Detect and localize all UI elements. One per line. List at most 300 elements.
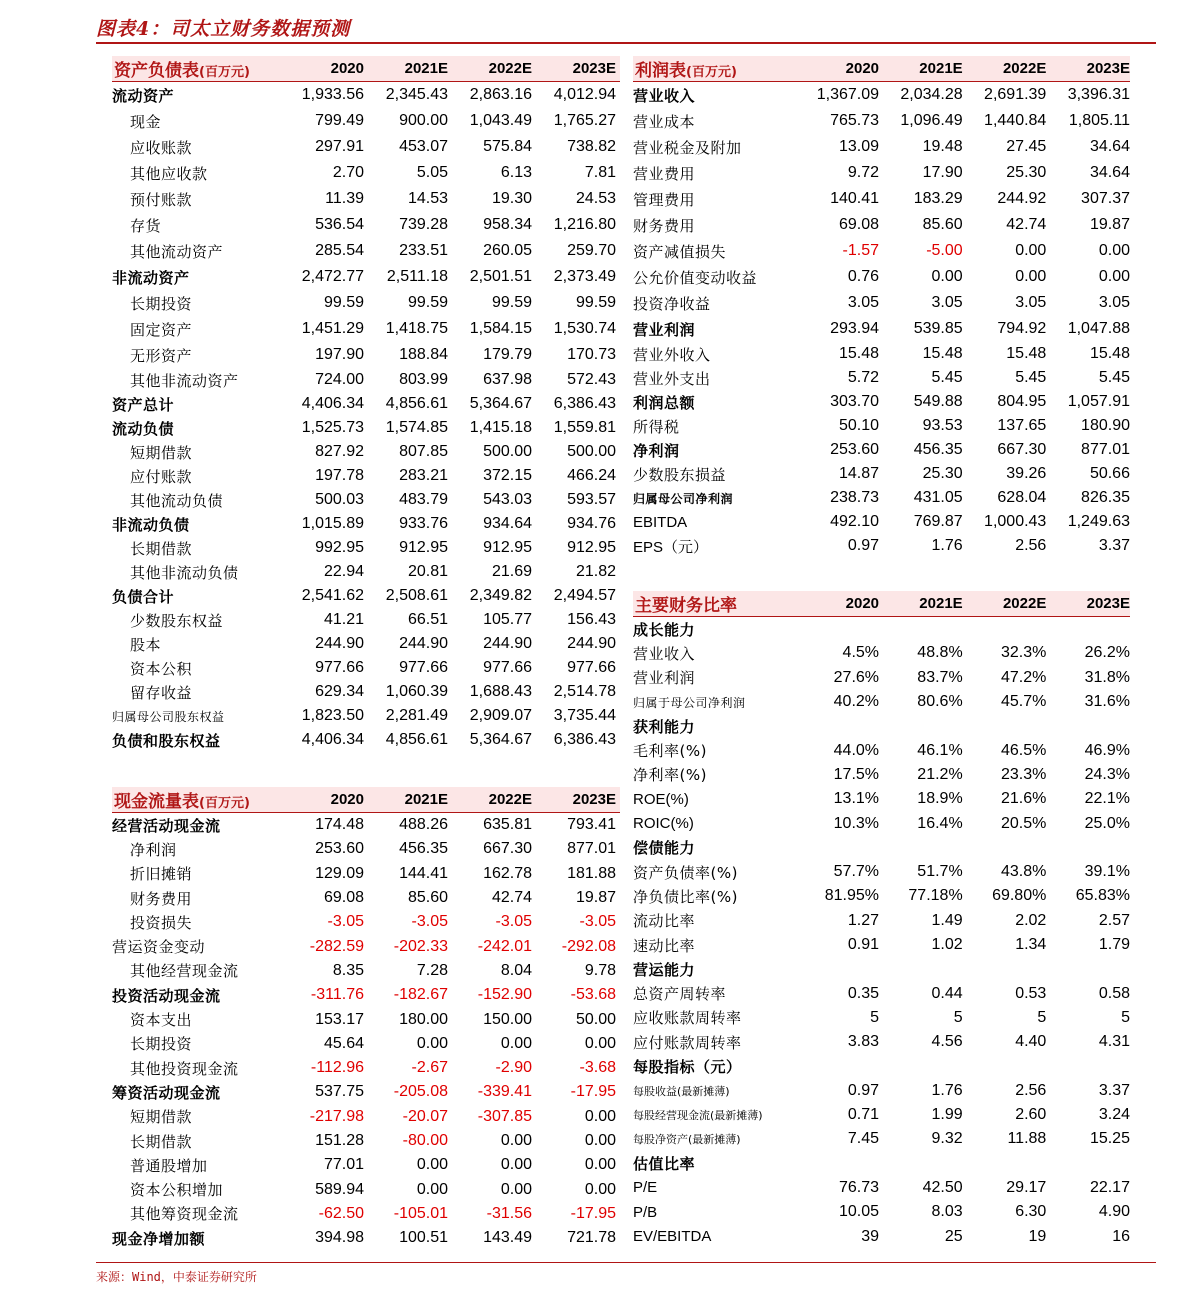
cell-value: 2.56	[1015, 1081, 1047, 1099]
cell-value: 1,440.84	[984, 112, 1047, 129]
cell-value: 10.05	[838, 1203, 880, 1221]
cell-value: 10.3%	[833, 814, 880, 832]
cell-value: 144.41	[399, 864, 448, 882]
row-label: 股本	[130, 635, 162, 654]
cell-value: 4,012.94	[553, 86, 616, 103]
cell-value: 877.01	[567, 840, 616, 858]
table-name: 资产负债表	[114, 61, 199, 81]
cell-value: 181.88	[567, 864, 616, 882]
table-row	[112, 368, 620, 392]
row-label: 营业利润	[633, 669, 696, 688]
cell-value: 1,057.91	[1067, 393, 1130, 410]
year-header: 2021E	[404, 791, 448, 808]
cell-value: 977.66	[567, 659, 616, 676]
row-label: 其他流动负债	[130, 491, 224, 510]
table-row	[633, 108, 1130, 134]
cell-value: 41.21	[323, 611, 364, 628]
cell-value: 39.26	[1006, 465, 1047, 482]
table-row	[112, 464, 620, 488]
year-header: 2020	[330, 60, 364, 77]
cell-value: 900.00	[399, 112, 448, 129]
row-label: 营业外收入	[633, 345, 711, 364]
year-header: 2021E	[919, 60, 963, 77]
cell-value: 244.90	[315, 635, 364, 652]
table-row	[633, 1224, 1130, 1248]
cell-value: 1,525.73	[301, 419, 364, 436]
row-label: EPS（元）	[633, 538, 709, 556]
cell-value: 8.35	[332, 961, 364, 979]
cell-value: 453.07	[399, 138, 448, 155]
cell-value: 156.43	[567, 611, 616, 628]
row-label: EBITDA	[633, 513, 688, 531]
cell-value: 22.17	[1089, 1178, 1130, 1196]
table-row	[112, 290, 620, 316]
cell-value: 2,691.39	[984, 86, 1047, 103]
cell-value: 197.78	[315, 467, 364, 484]
table-row	[633, 714, 1130, 738]
row-label: 归属于母公司净利润	[633, 695, 746, 710]
cell-value: 765.73	[830, 112, 880, 129]
year-header: 2020	[845, 60, 880, 77]
row-label: 其他筹资现金流	[130, 1205, 239, 1224]
table-row	[633, 1200, 1130, 1224]
table-name: 利润表	[635, 61, 686, 81]
cell-value: 15.48	[922, 345, 963, 362]
cell-value: 912.95	[567, 539, 616, 556]
cell-value: -17.95	[570, 1083, 616, 1101]
row-label: 少数股东损益	[633, 465, 727, 484]
cell-value: 129.09	[315, 864, 364, 882]
income-statement-table	[633, 56, 1130, 558]
row-label: 净利润	[633, 441, 680, 460]
cell-value: 0.91	[847, 936, 880, 953]
cell-value: 977.66	[315, 659, 364, 676]
cell-value: 4.31	[1098, 1033, 1130, 1051]
row-label: 营业外支出	[633, 369, 711, 388]
table-row	[112, 862, 620, 886]
row-label: 管理费用	[633, 190, 696, 209]
cell-value: 174.48	[315, 816, 364, 834]
cell-value: 3,735.44	[553, 707, 616, 724]
cell-value: -202.33	[393, 937, 448, 955]
cell-value: 721.78	[567, 1229, 616, 1247]
year-header: 2022E	[488, 60, 532, 77]
row-label: 负债合计	[112, 587, 175, 606]
row-label: 每股收益(最新摊薄)	[633, 1084, 730, 1098]
cell-value: 34.64	[1089, 164, 1130, 181]
cell-value: 372.15	[483, 467, 532, 484]
cell-value: 50.10	[838, 417, 880, 434]
cell-value: 2,863.16	[469, 86, 532, 103]
cell-value: 7.81	[584, 164, 616, 181]
year-header: 2023E	[1086, 60, 1130, 77]
row-label: 资产总计	[112, 395, 175, 414]
year-header: 2022E	[1002, 595, 1047, 612]
table-row	[633, 290, 1130, 316]
cell-value: 18.9%	[917, 790, 963, 808]
cell-value: 260.05	[483, 242, 532, 259]
cell-value: 635.81	[483, 816, 532, 834]
table-row	[633, 212, 1130, 238]
row-label: 短期借款	[130, 1108, 193, 1127]
table-row	[112, 440, 620, 464]
cell-value: 2,511.18	[386, 268, 448, 285]
row-label: 毛利率(%)	[633, 742, 707, 761]
cell-value: 179.79	[483, 346, 532, 363]
table-row	[633, 1054, 1130, 1078]
cell-value: 0.00	[416, 1034, 448, 1052]
row-label: 资本支出	[130, 1011, 193, 1030]
cell-value: 99.59	[407, 294, 448, 311]
table-row	[112, 1032, 620, 1056]
cell-value: 19.48	[922, 138, 963, 155]
table-row	[633, 738, 1130, 762]
cell-value: 8.04	[500, 961, 532, 979]
ratios-table-name	[633, 591, 800, 616]
cell-value: 0.00	[500, 1132, 532, 1149]
row-label: 现金净增加额	[112, 1229, 206, 1248]
cell-value: -242.01	[477, 937, 532, 955]
cell-value: 3.05	[931, 294, 963, 311]
table-row	[633, 763, 1130, 787]
cell-value: 2.70	[332, 164, 364, 181]
cell-value: 1,000.43	[984, 513, 1047, 530]
cell-value: 456.35	[913, 441, 963, 458]
balance-header	[112, 56, 620, 82]
cell-value: 13.1%	[833, 790, 880, 808]
cell-value: 153.17	[315, 1010, 364, 1028]
cell-value: 6.13	[500, 164, 532, 181]
table-row	[112, 212, 620, 238]
cell-value: 492.10	[830, 513, 880, 530]
table-row	[633, 1176, 1130, 1200]
cell-value: 1.27	[847, 911, 880, 929]
income-table-name	[633, 56, 800, 81]
cell-value: 162.78	[483, 864, 532, 882]
table-row	[633, 1006, 1130, 1030]
row-label: 每股经营现金流(最新摊薄)	[633, 1109, 763, 1123]
row-label: P/B	[633, 1203, 658, 1221]
table-row	[112, 1105, 620, 1129]
cell-value: 307.37	[1081, 190, 1130, 207]
row-label: EV/EBITDA	[633, 1228, 712, 1246]
row-label: 营业收入	[633, 644, 696, 663]
cell-value: 46.5%	[1000, 741, 1047, 759]
table-row	[633, 510, 1130, 534]
cell-value: 77.01	[323, 1156, 364, 1174]
cell-value: 0.00	[584, 1156, 616, 1174]
cell-value: 1,451.29	[301, 320, 364, 337]
cell-value: 25	[944, 1227, 963, 1245]
cell-value: 769.87	[913, 513, 963, 530]
cell-value: 93.53	[922, 417, 963, 434]
cell-value: 488.26	[399, 816, 448, 834]
cell-value: 34.64	[1089, 138, 1130, 155]
cell-value: 466.24	[567, 467, 616, 484]
row-label: 投资损失	[130, 913, 193, 932]
row-label: P/E	[633, 1179, 658, 1197]
cell-value: -182.67	[393, 986, 448, 1004]
year-header: 2022E	[488, 791, 532, 808]
cell-value: 1,688.43	[469, 683, 532, 700]
year-header: 2023E	[572, 60, 616, 77]
cell-value: 1.79	[1098, 936, 1130, 953]
cell-value: 5.05	[416, 164, 448, 181]
row-label: 营业利润	[633, 320, 696, 339]
cell-value: 537.75	[315, 1083, 364, 1101]
table-row	[112, 238, 620, 264]
table-row	[633, 860, 1130, 884]
row-label: 财务费用	[633, 216, 696, 235]
cell-value: 43.8%	[1000, 863, 1047, 881]
table-row	[633, 617, 1130, 641]
cell-value: 23.3%	[1000, 765, 1047, 783]
cell-value: 5,364.67	[469, 395, 532, 412]
table-row	[633, 1103, 1130, 1127]
cell-value: 431.05	[913, 489, 963, 506]
row-label: 偿债能力	[633, 839, 696, 858]
cell-value: 66.51	[407, 611, 448, 628]
cell-value: 11.88	[1007, 1130, 1047, 1148]
table-row	[633, 160, 1130, 186]
cell-value: 2,373.49	[553, 268, 616, 285]
cell-value: 667.30	[483, 840, 532, 858]
cell-value: 22.1%	[1084, 790, 1130, 808]
cell-value: 1,933.56	[301, 86, 364, 103]
cell-value: 826.35	[1081, 489, 1130, 506]
cell-value: 244.90	[567, 635, 616, 652]
cell-value: 17.90	[922, 164, 963, 181]
cell-value: 16	[1112, 1227, 1130, 1245]
cell-value: 536.54	[315, 216, 364, 233]
cell-value: 99.59	[323, 294, 364, 311]
cell-value: 2,514.78	[553, 683, 616, 700]
cell-value: 45.7%	[1000, 693, 1047, 711]
cell-value: 303.70	[830, 393, 880, 410]
cell-value: 233.51	[399, 242, 448, 259]
cell-value: 5	[953, 1008, 963, 1026]
cell-value: 799.49	[315, 112, 364, 129]
cell-value: 2,541.62	[301, 587, 364, 604]
cell-value: -292.08	[561, 937, 616, 955]
cell-value: 1,249.63	[1067, 513, 1130, 530]
financial-ratios-table	[633, 591, 1130, 1249]
cell-value: 2,345.43	[385, 86, 448, 103]
table-row	[633, 486, 1130, 510]
cell-value: 0.00	[416, 1180, 448, 1198]
table-row	[633, 316, 1130, 342]
cell-value: 69.08	[838, 216, 880, 233]
cell-value: 0.00	[500, 1156, 532, 1174]
cell-value: 99.59	[575, 294, 616, 311]
table-unit: (百万元)	[199, 65, 250, 80]
cell-value: 483.79	[399, 491, 448, 508]
table-row	[633, 1079, 1130, 1103]
row-label: 流动资产	[112, 86, 175, 105]
row-label: 无形资产	[130, 346, 193, 365]
cell-value: 637.98	[483, 371, 532, 388]
cell-value: 0.53	[1015, 984, 1047, 1002]
table-row	[633, 981, 1130, 1005]
cell-value: 244.90	[483, 635, 532, 652]
cell-value: 7.45	[847, 1130, 880, 1148]
cell-value: 1.49	[931, 911, 963, 929]
cell-value: 2,909.07	[469, 707, 532, 724]
cell-value: 5.45	[931, 369, 963, 386]
cell-value: 16.4%	[917, 814, 963, 832]
cell-value: 5	[870, 1008, 880, 1026]
cell-value: 42.74	[1006, 216, 1047, 233]
cell-value: 9.32	[931, 1130, 963, 1148]
cell-value: 46.9%	[1084, 741, 1130, 759]
row-label: 归属母公司净利润	[633, 491, 734, 506]
row-label: 资本公积	[130, 659, 193, 678]
cell-value: 3.05	[1098, 294, 1130, 311]
cell-value: 7.28	[416, 961, 448, 979]
cell-value: 9.72	[847, 164, 880, 181]
cell-value: 5.72	[847, 369, 880, 386]
cell-value: 934.64	[483, 515, 532, 532]
table-row	[112, 264, 620, 290]
cell-value: 0.00	[584, 1132, 616, 1149]
cell-value: 0.00	[1015, 268, 1047, 285]
cashflow-table	[112, 787, 620, 1250]
table-row	[112, 632, 620, 656]
cell-value: 4,856.61	[385, 395, 448, 412]
row-label: 营业费用	[633, 164, 696, 183]
cell-value: 9.78	[584, 961, 616, 979]
cell-value: 188.84	[399, 346, 448, 363]
row-label: 普通股增加	[130, 1156, 208, 1175]
cell-value: 394.98	[315, 1229, 364, 1247]
cell-value: 183.29	[913, 190, 963, 207]
cell-value: 21.6%	[1000, 790, 1047, 808]
row-label: 每股指标（元）	[633, 1057, 742, 1076]
cell-value: 2.60	[1015, 1106, 1047, 1124]
row-label: 现金	[130, 112, 162, 131]
cell-value: 724.00	[315, 371, 364, 388]
cell-value: 500.03	[315, 491, 364, 508]
cell-value: 1,216.80	[553, 216, 616, 233]
cell-value: 13.09	[838, 138, 880, 155]
cell-value: 8.03	[931, 1203, 963, 1221]
cell-value: 244.90	[399, 635, 448, 652]
cell-value: 0.00	[416, 1156, 448, 1174]
cell-value: 1,367.09	[816, 86, 880, 103]
table-row	[633, 186, 1130, 212]
cell-value: 912.95	[399, 539, 448, 556]
cell-value: -282.59	[309, 937, 364, 955]
cell-value: 19.30	[491, 190, 532, 207]
cell-value: 0.00	[931, 268, 963, 285]
cell-value: 2.02	[1015, 911, 1047, 929]
table-row	[112, 608, 620, 632]
source-note: 来源：Wind，中泰证券研究所	[96, 1270, 257, 1284]
row-label: 折旧摊销	[130, 865, 193, 884]
cell-value: 40.2%	[833, 693, 880, 711]
cell-value: 15.48	[1089, 345, 1130, 362]
row-label: 流动比率	[633, 912, 696, 931]
cell-value: 19.87	[575, 889, 616, 907]
table-unit: (百万元)	[199, 796, 250, 811]
cell-value: 1,415.18	[469, 419, 532, 436]
cell-value: 180.00	[399, 1010, 448, 1028]
cell-value: 77.18%	[908, 887, 963, 905]
row-label: 非流动资产	[112, 268, 190, 287]
cell-value: 2,501.51	[469, 268, 532, 285]
cell-value: 794.92	[997, 320, 1047, 337]
cell-value: 45.64	[323, 1034, 364, 1052]
cell-value: 1,584.15	[469, 320, 532, 337]
table-row	[112, 959, 620, 983]
cell-value: 629.34	[315, 683, 364, 700]
cell-value: -1.57	[842, 242, 880, 259]
cell-value: -20.07	[402, 1107, 448, 1125]
table-row	[633, 641, 1130, 665]
cell-value: 21.82	[575, 563, 616, 580]
table-row	[633, 1127, 1130, 1151]
table-row	[112, 656, 620, 680]
table-row	[112, 704, 620, 728]
cell-value: 50.66	[1089, 465, 1130, 482]
cell-value: 297.91	[315, 138, 364, 155]
cell-value: 1,096.49	[900, 112, 963, 129]
cell-value: 804.95	[997, 393, 1047, 410]
table-row	[633, 1152, 1130, 1176]
cell-value: 137.65	[997, 417, 1047, 434]
cashflow-table-name	[112, 787, 292, 812]
table-row	[633, 787, 1130, 811]
row-label: 应付账款	[130, 467, 193, 486]
cell-value: 21.2%	[917, 765, 963, 783]
cell-value: 738.82	[567, 138, 616, 155]
cell-value: 83.7%	[917, 668, 963, 686]
cell-value: 3.83	[847, 1033, 880, 1051]
row-label: 归属母公司股东权益	[112, 709, 225, 724]
table-row	[633, 957, 1130, 981]
row-label: 非流动负债	[112, 515, 190, 534]
table-row	[112, 837, 620, 861]
cell-value: 958.34	[483, 216, 532, 233]
year-header: 2021E	[404, 60, 448, 77]
cell-value: 22.94	[323, 563, 364, 580]
table-row	[633, 462, 1130, 486]
cell-value: 977.66	[483, 659, 532, 676]
cashflow-header	[112, 787, 620, 813]
table-row	[633, 811, 1130, 835]
cell-value: 2,494.57	[553, 587, 616, 604]
cell-value: 500.00	[567, 443, 616, 460]
table-row	[112, 1080, 620, 1104]
row-label: 获利能力	[633, 717, 696, 736]
cell-value: -3.05	[411, 913, 448, 931]
cell-value: -205.08	[393, 1083, 448, 1101]
row-label: 净利率(%)	[633, 766, 707, 785]
cell-value: -62.50	[318, 1204, 364, 1222]
row-label: ROE(%)	[633, 790, 689, 808]
cell-value: 47.2%	[1000, 668, 1047, 686]
cell-value: 20.81	[407, 563, 448, 580]
cell-value: 4.56	[931, 1033, 963, 1051]
table-row	[112, 82, 620, 108]
cell-value: 14.87	[838, 465, 880, 482]
cell-value: 11.39	[325, 190, 364, 207]
cell-value: 1,047.88	[1067, 320, 1130, 337]
cell-value: -2.90	[495, 1059, 532, 1077]
row-label: 财务费用	[130, 889, 193, 908]
cell-value: 21.69	[491, 563, 532, 580]
cell-value: -339.41	[477, 1083, 532, 1101]
